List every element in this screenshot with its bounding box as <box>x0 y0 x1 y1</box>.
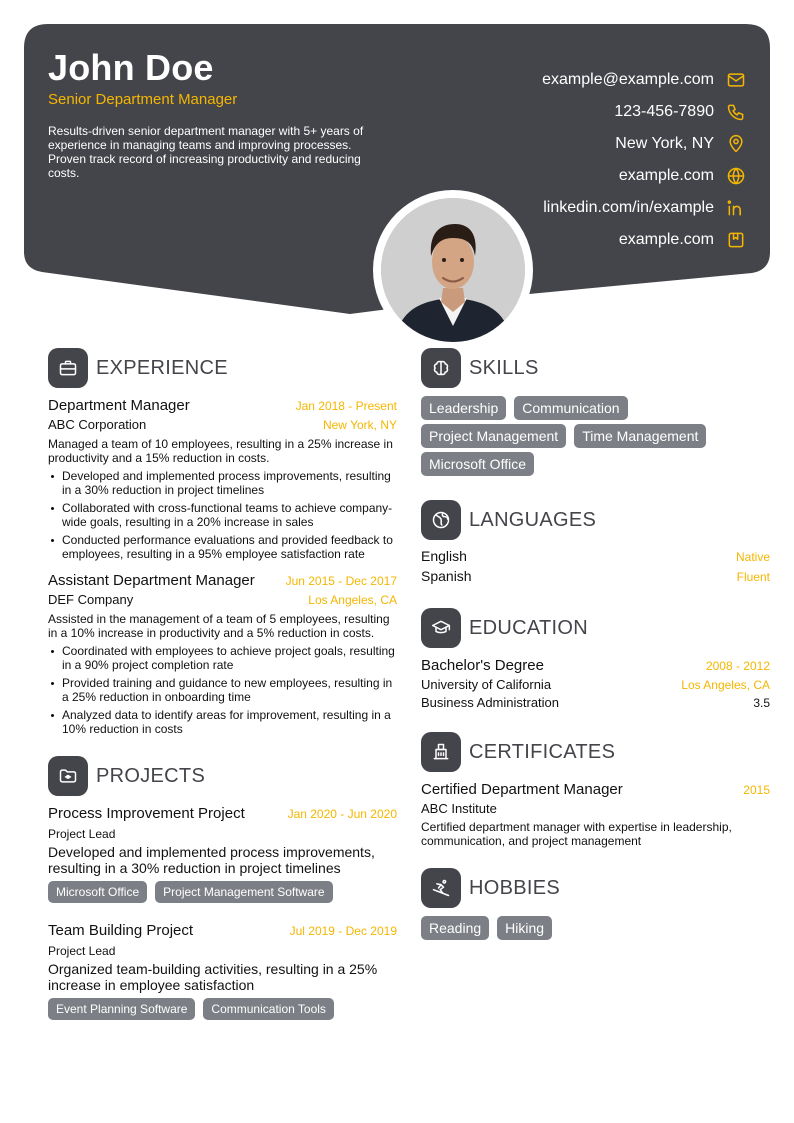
project-description: Organized team-building activities, resulting in a 25% increase in employee satisfaction <box>48 961 378 993</box>
certificates-title: CERTIFICATES <box>469 740 616 763</box>
bookmark-icon <box>726 230 746 250</box>
contact-portfolio[interactable] <box>542 224 746 256</box>
projects-title: PROJECTS <box>96 764 206 787</box>
experience-bullets <box>48 469 397 561</box>
person-portrait-icon <box>381 198 525 342</box>
skill-tag: Microsoft Office <box>421 452 534 476</box>
briefcase-icon <box>48 348 88 388</box>
mail-icon <box>726 70 746 90</box>
education-section <box>421 608 770 712</box>
experience-company: DEF Company <box>48 592 134 607</box>
experience-bullet: Provided training and guidance to new employees, resulting in a 25% reduction in onboarding time <box>48 676 397 704</box>
contact-location <box>542 128 746 160</box>
hobby-tag: Hiking <box>497 916 552 940</box>
languages-section <box>421 500 770 588</box>
experience-location: New York, NY <box>322 418 397 432</box>
education-field: Business Administration <box>421 695 560 710</box>
contact-linkedin[interactable] <box>542 192 746 224</box>
languages-heading <box>421 500 770 540</box>
language-level: Fluent <box>736 570 770 584</box>
folder-icon <box>48 756 88 796</box>
certificates-heading <box>421 732 770 772</box>
project-name: Process Improvement Project <box>48 805 245 822</box>
experience-bullets <box>48 644 397 736</box>
experience-item <box>48 571 397 736</box>
experience-company: ABC Corporation <box>48 417 147 432</box>
profile-photo-frame <box>373 190 533 350</box>
language-row <box>421 568 770 588</box>
education-gpa: 3.5 <box>753 696 770 710</box>
education-degree: Bachelor's Degree <box>421 657 544 674</box>
experience-bullet: Coordinated with employees to achieve project goals, resulting in a 90% project completion rate <box>48 644 397 672</box>
graduation-cap-icon <box>421 608 461 648</box>
project-item <box>48 921 397 1026</box>
projects-section <box>48 756 397 1026</box>
job-title: Senior Department Manager <box>48 91 238 108</box>
contact-location-text: New York, NY <box>615 135 714 152</box>
project-date: Jul 2019 - Dec 2019 <box>289 924 397 938</box>
right-column <box>421 348 770 964</box>
experience-location: Los Angeles, CA <box>308 593 397 607</box>
experience-title: EXPERIENCE <box>96 356 228 379</box>
resume-header <box>24 24 770 324</box>
project-tag: Communication Tools <box>203 998 334 1020</box>
language-name: English <box>421 548 467 564</box>
globe-icon <box>726 166 746 186</box>
profile-summary: Results-driven senior department manager with 5+ years of experience in managing teams and improving processes. Proven track record of increasing productivity and reducing costs. <box>48 124 364 180</box>
experience-date: Jan 2018 - Present <box>295 399 397 413</box>
languages-title: LANGUAGES <box>469 508 597 531</box>
project-name: Team Building Project <box>48 922 194 939</box>
institution-icon <box>421 732 461 772</box>
skills-title: SKILLS <box>469 356 539 379</box>
skills-section <box>421 348 770 480</box>
skiing-icon <box>421 868 461 908</box>
education-location: Los Angeles, CA <box>681 678 770 692</box>
contact-portfolio-text[interactable]: example.com <box>618 231 714 248</box>
contact-email[interactable] <box>542 64 746 96</box>
contact-list <box>542 64 746 256</box>
hobbies-heading <box>421 868 770 908</box>
experience-heading <box>48 348 397 388</box>
project-tags <box>48 881 397 909</box>
certificate-description: Certified department manager with expertise in leadership, communication, and project management <box>421 820 732 848</box>
experience-bullet: Analyzed data to identify areas for improvement, resulting in a 10% reduction in costs <box>48 708 397 736</box>
language-globe-icon <box>421 500 461 540</box>
education-title: EDUCATION <box>469 616 588 639</box>
project-tag: Microsoft Office <box>48 881 147 903</box>
skills-heading <box>421 348 770 388</box>
project-date: Jan 2020 - Jun 2020 <box>287 807 397 821</box>
experience-bullet: Developed and implemented process improvements, resulting in a 30% reduction in project timelines <box>48 469 397 497</box>
hobbies-title: HOBBIES <box>469 876 561 899</box>
language-level: Native <box>735 550 770 564</box>
experience-section <box>48 348 397 736</box>
linkedin-icon <box>726 198 746 218</box>
skill-tag: Communication <box>514 396 627 420</box>
contact-linkedin-text[interactable]: linkedin.com/in/example <box>543 199 714 216</box>
certificate-name: Certified Department Manager <box>421 781 623 798</box>
hobbies-section <box>421 868 770 944</box>
contact-email-text[interactable]: example@example.com <box>542 71 714 88</box>
project-tags <box>48 998 397 1026</box>
hobby-tag: Reading <box>421 916 489 940</box>
language-row <box>421 548 770 568</box>
education-school: University of California <box>421 677 552 692</box>
certificates-section <box>421 732 770 848</box>
skill-tag: Time Management <box>574 424 706 448</box>
hobby-tags <box>421 916 770 944</box>
project-item <box>48 804 397 909</box>
contact-website[interactable] <box>542 160 746 192</box>
contact-phone-text[interactable]: 123-456-7890 <box>614 103 714 120</box>
skill-tag: Leadership <box>421 396 506 420</box>
experience-role: Assistant Department Manager <box>48 572 255 589</box>
education-date: 2008 - 2012 <box>705 659 770 673</box>
experience-role: Department Manager <box>48 397 190 414</box>
left-column <box>48 348 397 1046</box>
certificate-year: 2015 <box>743 783 770 797</box>
location-pin-icon <box>726 134 746 154</box>
project-tag: Event Planning Software <box>48 998 195 1020</box>
project-description: Developed and implemented process improvements, resulting in a 30% reduction in project timelines <box>48 844 375 876</box>
brain-icon <box>421 348 461 388</box>
experience-bullet: Conducted performance evaluations and provided feedback to employees, resulting in a 95% employee satisfaction rate <box>48 533 397 561</box>
contact-website-text[interactable]: example.com <box>618 167 714 184</box>
full-name: John Doe <box>48 47 214 88</box>
project-tag: Project Management Software <box>155 881 332 903</box>
experience-date: Jun 2015 - Dec 2017 <box>285 574 397 588</box>
certificate-issuer: ABC Institute <box>421 801 497 816</box>
profile-photo <box>381 198 525 342</box>
experience-item <box>48 396 397 561</box>
projects-heading <box>48 756 397 796</box>
skill-tags <box>421 396 770 480</box>
project-role: Project Lead <box>48 944 116 958</box>
language-name: Spanish <box>421 568 472 584</box>
project-role: Project Lead <box>48 827 116 841</box>
contact-phone[interactable] <box>542 96 746 128</box>
experience-summary: Managed a team of 10 employees, resulting in a 25% increase in productivity and a 15% reduction in costs. <box>48 437 393 465</box>
skill-tag: Project Management <box>421 424 566 448</box>
education-heading <box>421 608 770 648</box>
experience-summary: Assisted in the management of a team of 5 employees, resulting in a 10% increase in productivity and a 5% reduction in costs. <box>48 612 390 640</box>
phone-icon <box>726 102 746 122</box>
experience-bullet: Collaborated with cross-functional teams to achieve company-wide goals, resulting in a 20% increase in sales <box>48 501 397 529</box>
